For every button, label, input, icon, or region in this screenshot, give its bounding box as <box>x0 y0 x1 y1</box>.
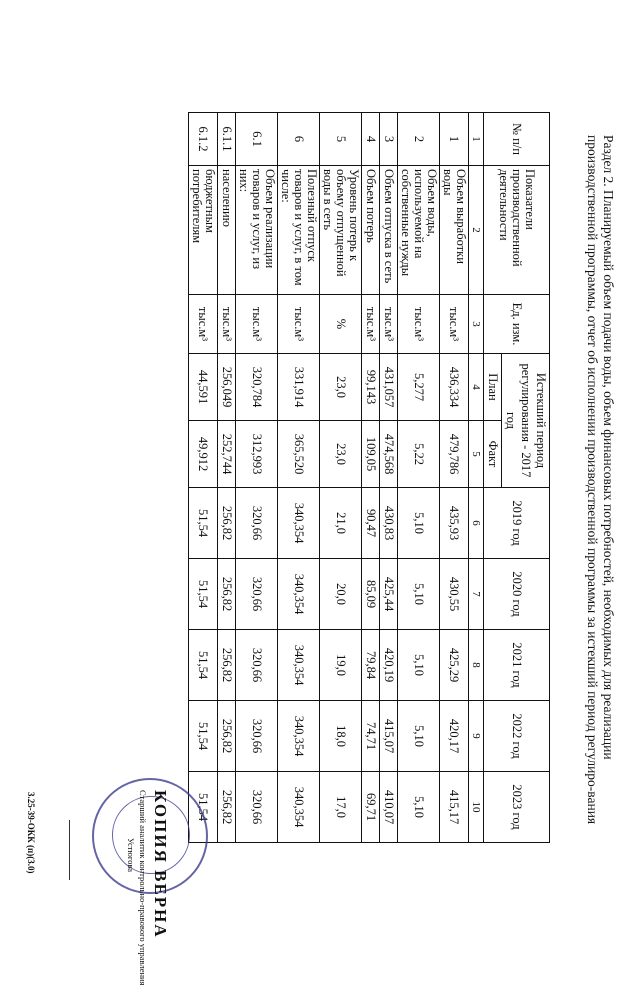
header-2020: 2020 год <box>484 559 550 630</box>
header-2022: 2022 год <box>484 701 550 772</box>
cell-fact: 252,744 <box>218 421 236 488</box>
cell-y2020: 256,82 <box>218 559 236 630</box>
cell-unit: тыс.м³ <box>362 295 380 354</box>
production-table <box>188 112 550 843</box>
cell-y2020: 5,10 <box>398 559 440 630</box>
table-row <box>278 113 320 843</box>
document-code: 3.25-39-ОКК (п)(3.0) <box>26 792 36 874</box>
cell-y2022: 74,71 <box>362 701 380 772</box>
cell-fact: 312,993 <box>236 421 278 488</box>
cell-num: 6.1.2 <box>189 113 218 166</box>
cell-num: 6.1.1 <box>218 113 236 166</box>
cell-num: 1 <box>440 113 469 166</box>
index-cell: 7 <box>469 559 484 630</box>
cell-fact: 49,912 <box>189 421 218 488</box>
table-body <box>189 113 469 843</box>
index-row <box>469 113 484 843</box>
table-row <box>440 113 469 843</box>
cell-y2021: 256,82 <box>218 630 236 701</box>
cell-plan: 331,914 <box>278 354 320 421</box>
cell-y2021: 19,0 <box>320 630 362 701</box>
cell-y2021: 425,29 <box>440 630 469 701</box>
index-cell: 1 <box>469 113 484 166</box>
cell-unit: тыс.м³ <box>278 295 320 354</box>
cell-plan: 256,049 <box>218 354 236 421</box>
cell-y2021: 79,84 <box>362 630 380 701</box>
cell-y2021: 420,19 <box>380 630 398 701</box>
cell-num: 6 <box>278 113 320 166</box>
index-cell: 4 <box>469 354 484 421</box>
cell-y2023: 410,07 <box>380 772 398 843</box>
cell-y2023: 69,71 <box>362 772 380 843</box>
cell-y2019: 256,82 <box>218 488 236 559</box>
header-row <box>502 113 550 843</box>
cell-num: 3 <box>380 113 398 166</box>
cell-y2022: 18,0 <box>320 701 362 772</box>
copy-certified-label: КОПИЯ ВЕРНА <box>151 790 170 939</box>
cell-y2023: 5,10 <box>398 772 440 843</box>
cell-fact: 23,0 <box>320 421 362 488</box>
cell-y2021: 5,10 <box>398 630 440 701</box>
cell-y2020: 20,0 <box>320 559 362 630</box>
cell-plan: 99,143 <box>362 354 380 421</box>
cell-y2023: 51,54 <box>189 772 218 843</box>
index-cell: 9 <box>469 701 484 772</box>
cell-y2019: 51,54 <box>189 488 218 559</box>
cell-y2023: 17,0 <box>320 772 362 843</box>
cell-y2020: 85,09 <box>362 559 380 630</box>
cell-y2022: 420,17 <box>440 701 469 772</box>
cell-name: населению <box>218 166 236 295</box>
cell-unit: тыс.м³ <box>380 295 398 354</box>
cell-y2020: 51,54 <box>189 559 218 630</box>
cell-y2019: 430,83 <box>380 488 398 559</box>
cell-name: Полезный отпуск товаров и услуг, в том числе: <box>278 166 320 295</box>
cell-plan: 320,784 <box>236 354 278 421</box>
cell-fact: 479,786 <box>440 421 469 488</box>
cell-y2023: 415,17 <box>440 772 469 843</box>
cell-y2022: 51,54 <box>189 701 218 772</box>
cell-y2023: 320,66 <box>236 772 278 843</box>
cell-y2020: 425,44 <box>380 559 398 630</box>
table-row <box>380 113 398 843</box>
cell-y2020: 320,66 <box>236 559 278 630</box>
cell-plan: 436,334 <box>440 354 469 421</box>
table-row <box>218 113 236 843</box>
index-cell: 5 <box>469 421 484 488</box>
cell-y2019: 320,66 <box>236 488 278 559</box>
cell-name: Объем отпуска в сеть <box>380 166 398 295</box>
signature-line <box>69 820 70 880</box>
certifier-name: Устюгова <box>126 838 136 873</box>
cell-y2020: 430,55 <box>440 559 469 630</box>
cell-unit: % <box>320 295 362 354</box>
cell-name: Объем потерь <box>362 166 380 295</box>
cell-y2019: 340,354 <box>278 488 320 559</box>
cell-fact: 474,568 <box>380 421 398 488</box>
cell-y2019: 21,0 <box>320 488 362 559</box>
cell-unit: тыс.м³ <box>236 295 278 354</box>
cell-plan: 431,057 <box>380 354 398 421</box>
cell-y2019: 90,47 <box>362 488 380 559</box>
cell-num: 2 <box>398 113 440 166</box>
cell-y2022: 256,82 <box>218 701 236 772</box>
index-cell: 6 <box>469 488 484 559</box>
cell-name: Объем воды, используемой на собственные нужды <box>398 166 440 295</box>
cell-name: бюджетным потребителям <box>189 166 218 295</box>
cell-fact: 365,520 <box>278 421 320 488</box>
index-cell: 8 <box>469 630 484 701</box>
table-row <box>398 113 440 843</box>
cell-y2020: 340,354 <box>278 559 320 630</box>
header-plan: План <box>484 354 502 421</box>
header-num: № п/п <box>484 113 550 166</box>
cell-y2022: 320,66 <box>236 701 278 772</box>
header-unit: Ед. изм. <box>484 295 550 354</box>
table-row <box>236 113 278 843</box>
cell-y2021: 320,66 <box>236 630 278 701</box>
cell-name: Уровень потерь к объему отпущенной воды в сеть <box>320 166 362 295</box>
cell-name: Объем выработки воды <box>440 166 469 295</box>
cell-name: Объем реализации товаров и услуг, из них: <box>236 166 278 295</box>
cell-num: 5 <box>320 113 362 166</box>
header-2023: 2023 год <box>484 772 550 843</box>
header-name: Показатели производственной деятельности <box>484 166 550 295</box>
index-cell: 2 <box>469 166 484 295</box>
cell-num: 6.1 <box>236 113 278 166</box>
cell-y2022: 340,354 <box>278 701 320 772</box>
section-heading: Раздел 2. Планируемый объем подачи воды, объем финансовых потребностей, необходимых для реализации производственной программы, отчет об исполнении производственной программы за истекший период регулиро-вания <box>585 135 616 825</box>
cell-y2021: 51,54 <box>189 630 218 701</box>
cell-fact: 5,22 <box>398 421 440 488</box>
certifier-position: Старший аналитик контрольно-правового управления <box>138 790 148 985</box>
cell-y2019: 5,10 <box>398 488 440 559</box>
table-row <box>189 113 218 843</box>
cell-fact: 109,05 <box>362 421 380 488</box>
cell-y2022: 5,10 <box>398 701 440 772</box>
cell-plan: 5,277 <box>398 354 440 421</box>
cell-unit: тыс.м³ <box>440 295 469 354</box>
cell-unit: тыс.м³ <box>218 295 236 354</box>
header-2021: 2021 год <box>484 630 550 701</box>
header-period: Истекший период регулирования - 2017 год <box>502 354 550 488</box>
header-fact: Факт <box>484 421 502 488</box>
cell-num: 4 <box>362 113 380 166</box>
header-2019: 2019 год <box>484 488 550 559</box>
cell-y2023: 256,82 <box>218 772 236 843</box>
cell-y2019: 435,93 <box>440 488 469 559</box>
cell-unit: тыс.м³ <box>189 295 218 354</box>
cell-plan: 23,0 <box>320 354 362 421</box>
table-row <box>362 113 380 843</box>
cell-y2023: 340,354 <box>278 772 320 843</box>
cell-plan: 44,591 <box>189 354 218 421</box>
cell-y2022: 415,07 <box>380 701 398 772</box>
cell-unit: тыс.м³ <box>398 295 440 354</box>
cell-y2021: 340,354 <box>278 630 320 701</box>
index-cell: 3 <box>469 295 484 354</box>
table-row <box>320 113 362 843</box>
index-cell: 10 <box>469 772 484 843</box>
